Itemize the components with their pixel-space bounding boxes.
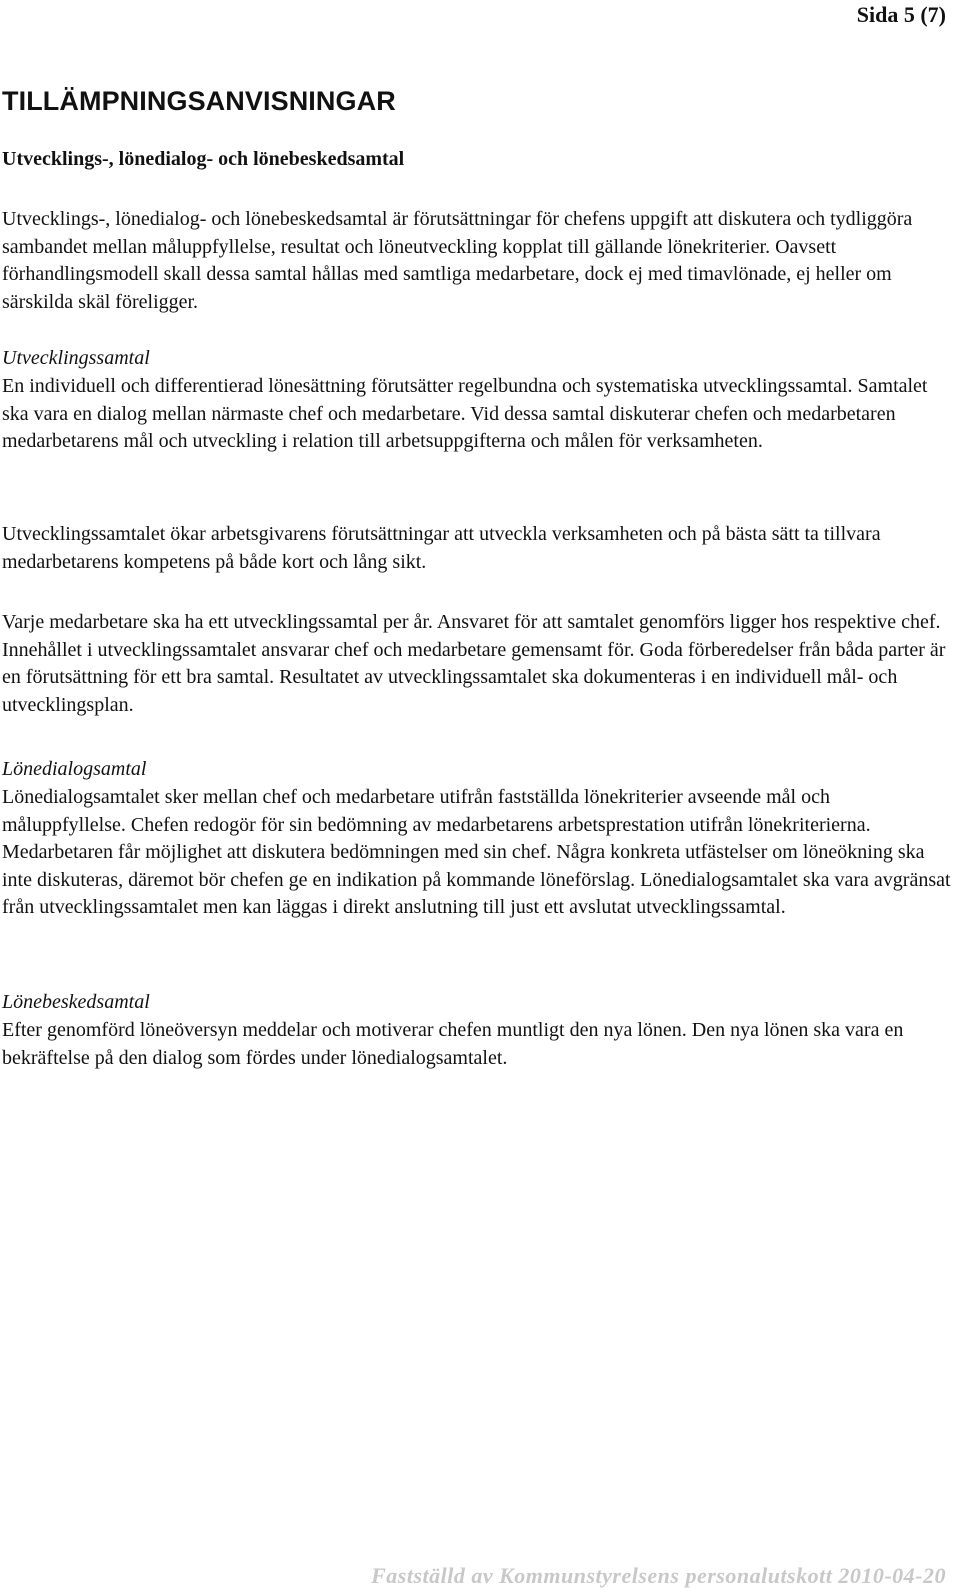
section-title: Utvecklings-, lönedialog- och lönebeskedsamtal <box>2 148 405 170</box>
lonedialogsamtal-paragraph: Lönedialogsamtalet sker mellan chef och medarbetare utifrån fastställda lönekriterier avseende mål och måluppfyllelse. Chefen redogör för sin bedömning av medarbetarens arbetsprestation utifrån lönekriterierna. Medarbetaren får möjlighet att diskutera bedömningen med sin chef. Några konkreta utfästelser om löneökning ska inte diskuteras, däremot bör chefen ge en indikation på kommande löneförslag. Lönedialogsamtalet ska vara avgränsat från utvecklingssamtalet men kan läggas i direkt anslutning till just ett avslutat utvecklingssamtal. <box>2 786 951 918</box>
utvecklingssamtal-heading: Utvecklingssamtal <box>2 347 150 369</box>
utvecklingssamtal-paragraph-3: Varje medarbetare ska ha ett utvecklingssamtal per år. Ansvaret för att samtalet genomförs ligger hos respektive chef. Innehållet i utvecklingssamtalet ansvarar chef och medarbetare gemensamt för. Goda förberedelser från båda parter är en förutsättning för ett bra samtal. Resultatet av utvecklingssamtalet ska dokumenteras i en individuell mål- och utvecklingsplan. <box>2 611 946 716</box>
utvecklingssamtal-paragraph-2: Utvecklingssamtalet ökar arbetsgivarens förutsättningar att utveckla verksamheten och på bästa sätt ta tillvara medarbetarens kompetens på både kort och lång sikt. <box>2 523 881 573</box>
lonedialogsamtal-heading: Lönedialogsamtal <box>2 758 147 780</box>
intro-paragraph: Utvecklings-, lönedialog- och lönebeskedsamtal är förutsättningar för chefens uppgift att diskutera och tydliggöra sambandet mellan måluppfyllelse, resultat och löneutveckling kopplat till gällande lönekriterier. Oavsett förhandlingsmodell skall dessa samtal hållas med samtliga medarbetare, dock ej med timavlönade, ej heller om särskilda skäl föreligger. <box>2 208 913 313</box>
utvecklingssamtal-paragraph-1: En individuell och differentierad lönesättning förutsätter regelbundna och systematiska utvecklingssamtal. Samtalet ska vara en dialog mellan närmaste chef och medarbetare. Vid dessa samtal diskuterar chefen och medarbetaren medarbetarens mål och utveckling i relation till arbetsuppgifterna och målen för verksamheten. <box>2 375 928 452</box>
page-number: Sida 5 (7) <box>856 2 946 27</box>
footer-approval-note: Fastställd av Kommunstyrelsens personalutskott 2010-04-20 <box>371 1563 946 1588</box>
document-title: TILLÄMPNINGSANVISNINGAR <box>2 86 396 116</box>
lonebeskedsamtal-paragraph: Efter genomförd löneöversyn meddelar och motiverar chefen muntligt den nya lönen. Den nya lönen ska vara en bekräftelse på den dialog som fördes under lönedialogsamtalet. <box>2 1019 904 1069</box>
lonebeskedsamtal-heading: Lönebeskedsamtal <box>2 991 150 1013</box>
